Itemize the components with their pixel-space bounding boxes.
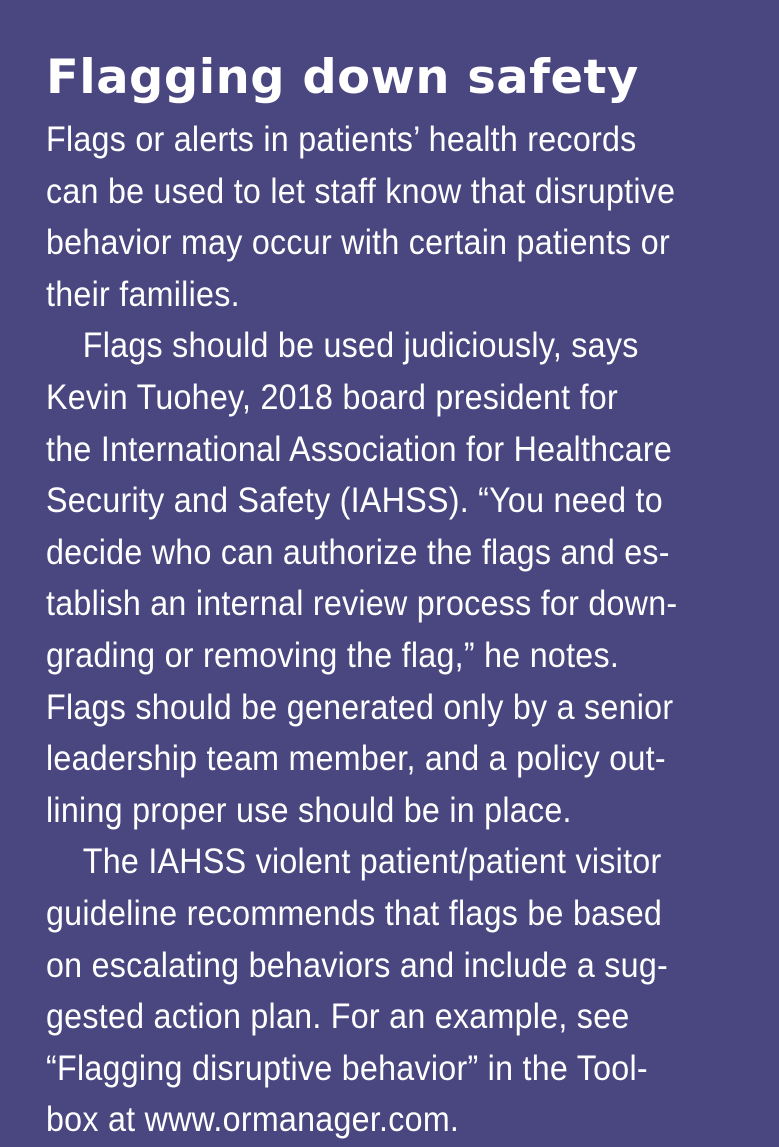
text-line: box at www.ormanager.com. [46, 1100, 460, 1140]
text-line: the International Association for Healthcare [46, 429, 673, 469]
text-line: their families. [46, 274, 240, 314]
text-line: tablish an internal review process for down- [46, 584, 678, 624]
text-line: on escalating behaviors and include a sug- [46, 945, 669, 985]
text-line: “Flagging disruptive behavior” in the Tool- [46, 1048, 648, 1088]
text-line: Flags should be used judiciously, says [82, 326, 639, 366]
text-line: grading or removing the flag,” he notes. [46, 635, 620, 675]
text-line: behavior may occur with certain patients or [46, 223, 670, 263]
text-line: decide who can authorize the flags and es- [46, 532, 670, 572]
text-line: gested action plan. For an example, see [46, 997, 630, 1037]
text-line: guideline recommends that flags be based [46, 893, 663, 933]
paragraph-2 [46, 320, 759, 836]
paragraph-3 [46, 836, 759, 1146]
text-line: Security and Safety (IAHSS). “You need to [46, 481, 663, 521]
sidebar-title: Flagging down safety [46, 50, 639, 105]
sidebar-body [46, 114, 759, 1146]
paragraph-1 [46, 114, 759, 320]
text-line: lining proper use should be in place. [46, 790, 572, 830]
text-line: Flags or alerts in patients’ health records [46, 120, 637, 159]
text-line: Flags should be generated only by a senior [46, 687, 674, 727]
text-line: Kevin Tuohey, 2018 board president for [46, 377, 618, 417]
text-line: The IAHSS violent patient/patient visitor [82, 842, 662, 882]
text-line: can be used to let staff know that disruptive [46, 171, 676, 211]
text-line: leadership team member, and a policy out- [46, 739, 666, 779]
